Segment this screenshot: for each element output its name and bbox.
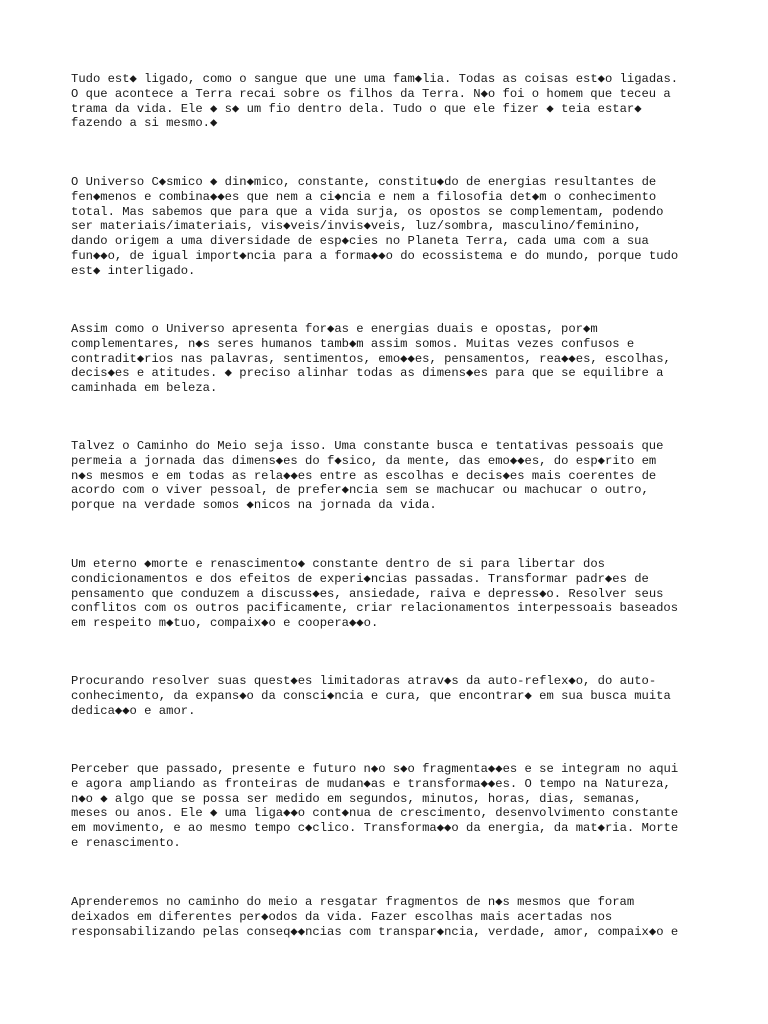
text-line: Um eterno ◆morte e renascimento◆ constante dentro de si para libertar dos [71, 557, 605, 571]
text-line: Procurando resolver suas quest◆es limitadoras atrav◆s da auto-reflex◆o, do auto- [71, 674, 657, 688]
text-line: porque na verdade somos ◆nicos na jornada da vida. [71, 498, 437, 513]
text-line: complementares, n◆s seres humanos tamb◆m assim somos. Muitas vezes confusos e [71, 336, 635, 351]
text-line: dedica◆◆o e amor. [71, 703, 196, 718]
text-line: total. Mas sabemos que para que a vida surja, os opostos se complementam, podendo [71, 204, 664, 219]
text-line: em movimento, e ao mesmo tempo c◆clico. Transforma◆◆o da energia, da mat◆ria. Morte [71, 821, 679, 836]
text-line: e renascimento. [71, 835, 181, 850]
text-line: fazendo a si mesmo.◆ [71, 116, 218, 131]
text-line: caminhada em beleza. [71, 381, 218, 396]
text-line: responsabilizando pelas conseq◆◆ncias com transpar◆ncia, verdade, amor, compaix◆o e [71, 924, 679, 939]
text-line: permeia a jornada das dimens◆es do f◆sico, da mente, das emo◆◆es, do esp◆rito em [71, 453, 657, 468]
text-line: conhecimento, da expans◆o da consci◆ncia e cura, que encontrar◆ em sua busca muita [71, 688, 671, 703]
paragraph-6 [71, 674, 701, 718]
text-line: est◆ interligado. [71, 263, 196, 278]
paragraph-1 [71, 72, 701, 131]
text-line: meses ou anos. Ele ◆ uma liga◆◆o cont◆nua de crescimento, desenvolvimento constante [71, 806, 679, 821]
text-line: fen◆menos e combina◆◆es que nem a ci◆ncia e nem a filosofia det◆m o conhecimento [71, 189, 657, 204]
text-line: condicionamentos e dos efeitos de experi◆ncias passadas. Transformar padr◆es de [71, 571, 649, 586]
text-line: ser materiais/imateriais, vis◆veis/invis◆veis, luz/sombra, masculino/feminino, [71, 219, 642, 234]
text-line: Aprenderemos no caminho do meio a resgatar fragmentos de n◆s mesmos que foram [71, 895, 635, 909]
text-line: em respeito m◆tuo, compaix◆o e coopera◆◆o. [71, 616, 379, 631]
text-line: Perceber que passado, presente e futuro n◆o s◆o fragmenta◆◆es e se integram no aqui [71, 762, 679, 776]
text-line: O que acontece a Terra recai sobre os filhos da Terra. N◆o foi o homem que teceu a [71, 86, 671, 101]
text-line: Assim como o Universo apresenta for◆as e energias duais e opostas, por◆m [71, 322, 598, 336]
text-line: decis◆es e atitudes. ◆ preciso alinhar todas as dimens◆es para que se equilibre a [71, 366, 664, 381]
paragraph-3 [71, 322, 701, 396]
paragraph-2 [71, 175, 701, 279]
text-line: conflitos com os outros pacificamente, criar relacionamentos interpessoais baseados [71, 601, 679, 616]
text-line: n◆s mesmos e em todas as rela◆◆es entre as escolhas e decis◆es mais coerentes de [71, 468, 657, 483]
text-line: dando origem a uma diversidade de esp◆cies no Planeta Terra, cada uma com a sua [71, 234, 649, 249]
paragraph-4 [71, 439, 701, 513]
text-line: deixados em diferentes per◆odos da vida. Fazer escolhas mais acertadas nos [71, 909, 613, 924]
text-line: pensamento que conduzem a discuss◆es, ansiedade, raiva e depress◆o. Resolver seus [71, 586, 664, 601]
paragraph-7 [71, 762, 701, 851]
text-line: O Universo C◆smico ◆ din◆mico, constante, constitu◆do de energias resultantes de [71, 175, 657, 189]
text-line: e agora ampliando as fronteiras de mudan◆as e transforma◆◆es. O tempo na Natureza, [71, 776, 671, 791]
text-line: n◆o ◆ algo que se possa ser medido em segundos, minutos, horas, dias, semanas, [71, 791, 642, 806]
paragraph-5 [71, 557, 701, 631]
text-line: trama da vida. Ele ◆ s◆ um fio dentro dela. Tudo o que ele fizer ◆ teia estar◆ [71, 101, 642, 116]
text-line: acordo com o viver pessoal, de prefer◆ncia sem se machucar ou machucar o outro, [71, 483, 649, 498]
text-line: Talvez o Caminho do Meio seja isso. Uma constante busca e tentativas pessoais que [71, 439, 664, 453]
text-line: Tudo est◆ ligado, como o sangue que une uma fam◆lia. Todas as coisas est◆o ligadas. [71, 72, 679, 86]
text-line: contradit◆rios nas palavras, sentimentos, emo◆◆es, pensamentos, rea◆◆es, escolhas, [71, 351, 671, 366]
paragraph-8 [71, 895, 701, 939]
text-line: fun◆◆o, de igual import◆ncia para a forma◆◆o do ecossistema e do mundo, porque tudo [71, 248, 679, 263]
